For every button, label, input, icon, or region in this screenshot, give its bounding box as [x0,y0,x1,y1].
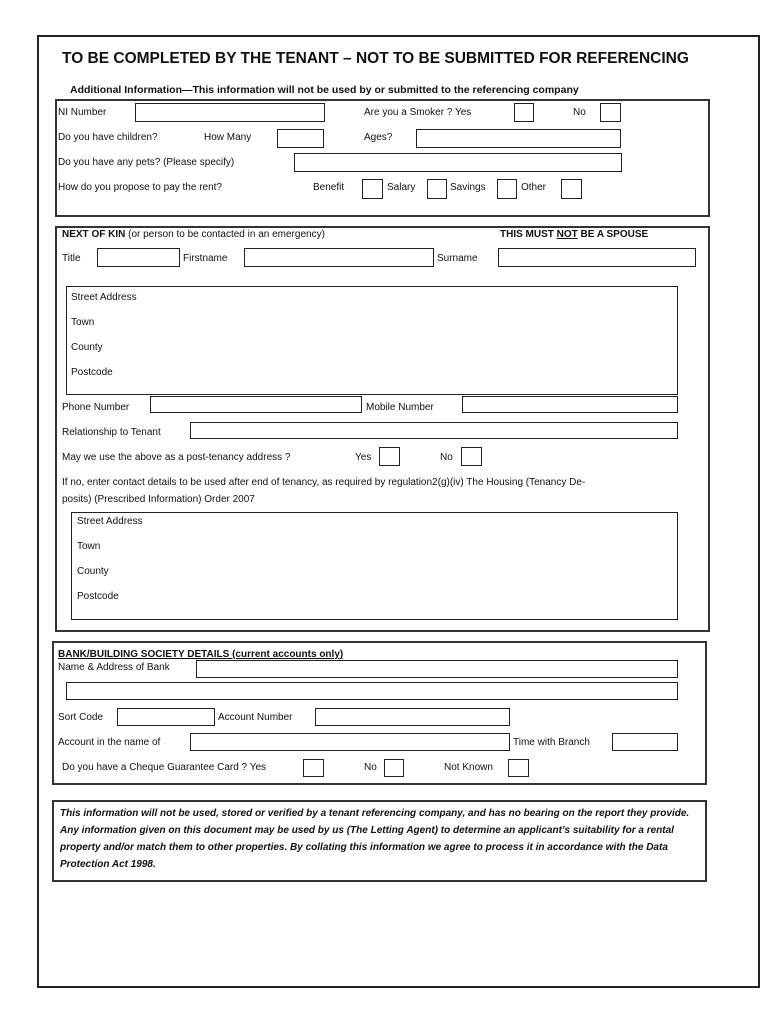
smoker-label: Are you a Smoker ? Yes [364,107,472,118]
salary-label: Salary [387,182,416,193]
rent-label: How do you propose to pay the rent? [58,182,222,193]
relationship-label: Relationship to Tenant [62,427,161,438]
bank-heading: BANK/BUILDING SOCIETY DETAILS (current accounts only) [58,649,344,660]
mobile-input[interactable] [462,396,678,413]
pets-label: Do you have any pets? (Please specify) [58,157,235,168]
post-tenancy-yes-label: Yes [355,452,372,463]
post-tenancy-no-checkbox[interactable] [461,447,482,466]
postcode-label-2: Postcode [77,591,119,602]
how-many-label: How Many [204,132,252,143]
cheque-yes-checkbox[interactable] [303,759,324,777]
kin-heading [62,229,325,241]
town-label: Town [71,317,95,328]
bank-address-input[interactable] [66,682,678,700]
ages-input[interactable] [416,129,621,148]
post-tenancy-no-label: No [440,452,453,463]
pets-input[interactable] [294,153,622,172]
notice-text: This information will not be used, stored or verified by a tenant referencing company, and has no bearing on the report they provide. Any information given on this document may be used by us (The Letting Agent) to determine an applicant’s suitability for a rental property and/or match them to other properties. By collating this information we agree to process it in accordance with the Data Protection Act 1998. [60,808,690,870]
bank-name-label: Name & Address of Bank [58,662,170,673]
other-label: Other [521,182,547,193]
mobile-label: Mobile Number [366,402,434,413]
street-label-2: Street Address [77,516,143,527]
phone-input[interactable] [150,396,362,413]
surname-input[interactable] [498,248,696,267]
time-branch-label: Time with Branch [513,737,590,748]
post-tenancy-yes-checkbox[interactable] [379,447,400,466]
firstname-label: Firstname [183,253,228,264]
sort-code-input[interactable] [117,708,215,726]
title-input[interactable] [97,248,180,267]
account-number-input[interactable] [315,708,510,726]
postcode-label: Postcode [71,367,113,378]
cheque-not-known-label: Not Known [444,762,493,773]
post-tenancy-label: May we use the above as a post-tenancy address ? [62,452,291,463]
surname-label: Surname [437,253,478,264]
cheque-no-label: No [364,762,377,773]
bank-name-input[interactable] [196,660,678,678]
smoker-yes-checkbox[interactable] [514,103,534,122]
spouse-warning [500,229,648,241]
if-no-text-2: posits) (Prescribed Information) Order 2007 [62,494,255,505]
cheque-no-checkbox[interactable] [384,759,404,777]
street-label: Street Address [71,292,137,303]
account-name-label: Account in the name of [58,737,161,748]
phone-label: Phone Number [62,402,130,413]
savings-checkbox[interactable] [497,179,517,199]
title-label: Title [62,253,81,264]
post-tenancy-address-box[interactable] [71,512,678,620]
savings-label: Savings [450,182,486,193]
town-label-2: Town [77,541,101,552]
salary-checkbox[interactable] [427,179,447,199]
kin-heading-bold: NEXT OF KIN [62,229,126,240]
how-many-input[interactable] [277,129,324,148]
page-title: TO BE COMPLETED BY THE TENANT – NOT TO BE SUBMITTED FOR REFERENCING [62,50,689,67]
smoker-no-checkbox[interactable] [600,103,621,122]
firstname-input[interactable] [244,248,434,267]
ages-label: Ages? [364,132,393,143]
ni-input[interactable] [135,103,325,122]
children-label: Do you have children? [58,132,158,143]
cheque-not-known-checkbox[interactable] [508,759,529,777]
smoker-no-label: No [573,107,586,118]
benefit-checkbox[interactable] [362,179,383,199]
benefit-label: Benefit [313,182,345,193]
account-name-input[interactable] [190,733,510,751]
ni-label: NI Number [58,107,107,118]
county-label: County [71,342,103,353]
kin-address-box[interactable] [66,286,678,395]
warning-post: BE A SPOUSE [577,229,649,240]
relationship-input[interactable] [190,422,678,439]
kin-heading-note: (or person to be contacted in an emergency) [128,229,325,240]
time-branch-input[interactable] [612,733,678,751]
cheque-label: Do you have a Cheque Guarantee Card ? Yes [62,762,267,773]
account-number-label: Account Number [218,712,293,723]
county-label-2: County [77,566,109,577]
warning-not: NOT [556,229,578,240]
other-checkbox[interactable] [561,179,582,199]
warning-pre: THIS MUST [500,229,557,240]
if-no-text-1: If no, enter contact details to be used after end of tenancy, as required by regulation2(g)(iv) The Housing (Tenancy De- [62,477,586,488]
sort-code-label: Sort Code [58,712,104,723]
subtitle: Additional Information—This information will not be used by or submitted to the referencing company [70,84,579,96]
